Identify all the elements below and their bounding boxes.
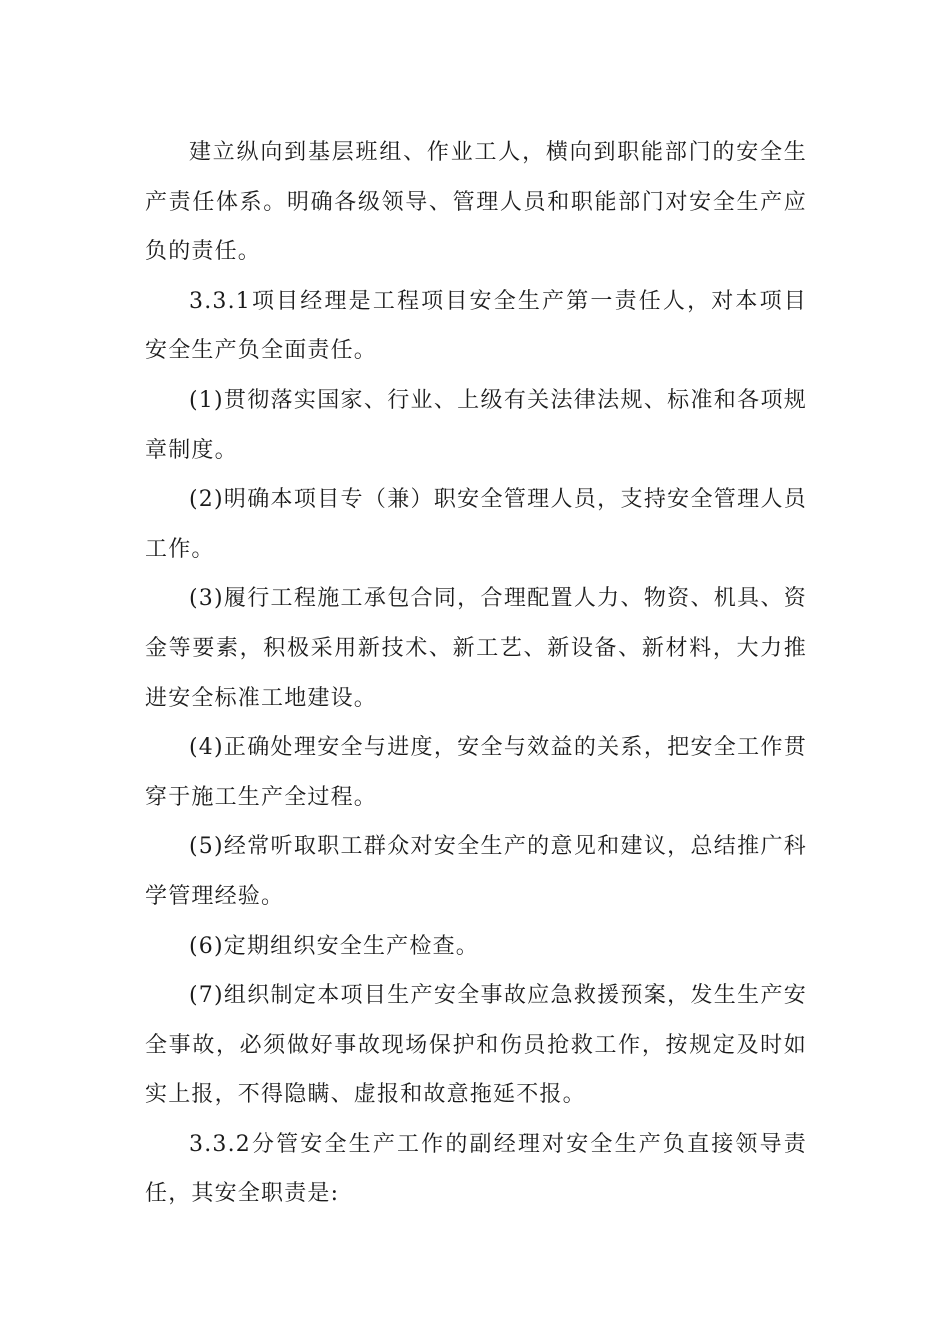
paragraph-3-3-1: 3.3.1项目经理是工程项目安全生产第一责任人，对本项目安全生产负全面责任。 [145,288,807,364]
paragraph-3-3-2: 3.3.2分管安全生产工作的副经理对安全生产负直接领导责任，其安全职责是: [145,1131,807,1207]
paragraph-item-3: (3)履行工程施工承包合同，合理配置人力、物资、机具、资金等要素，积极采用新技术、新工艺、新设备、新材料，大力推进安全标准工地建设。 [145,586,807,711]
paragraph-responsibility-system: 建立纵向到基层班组、作业工人，横向到职能部门的安全生产责任体系。明确各级领导、管理人员和职能部门对安全生产应负的责任。 [145,140,807,265]
paragraph-item-5: (5)经常听取职工群众对安全生产的意见和建议，总结推广科学管理经验。 [145,834,807,909]
paragraph-item-6: (6)定期组织安全生产检查。 [189,933,479,959]
document-body [145,128,807,1219]
paragraph-item-7: (7)组织制定本项目生产安全事故应急救援预案，发生生产安全事故，必须做好事故现场保护和伤员抢救工作，按规定及时如实上报，不得隐瞒、虚报和故意拖延不报。 [145,983,807,1108]
paragraph-item-2: (2)明确本项目专（兼）职安全管理人员，支持安全管理人员工作。 [145,487,807,562]
paragraph-item-4: (4)正确处理安全与进度，安全与效益的关系，把安全工作贯穿于施工生产全过程。 [145,735,807,810]
paragraph-item-1: (1)贯彻落实国家、行业、上级有关法律法规、标准和各项规章制度。 [145,387,807,463]
